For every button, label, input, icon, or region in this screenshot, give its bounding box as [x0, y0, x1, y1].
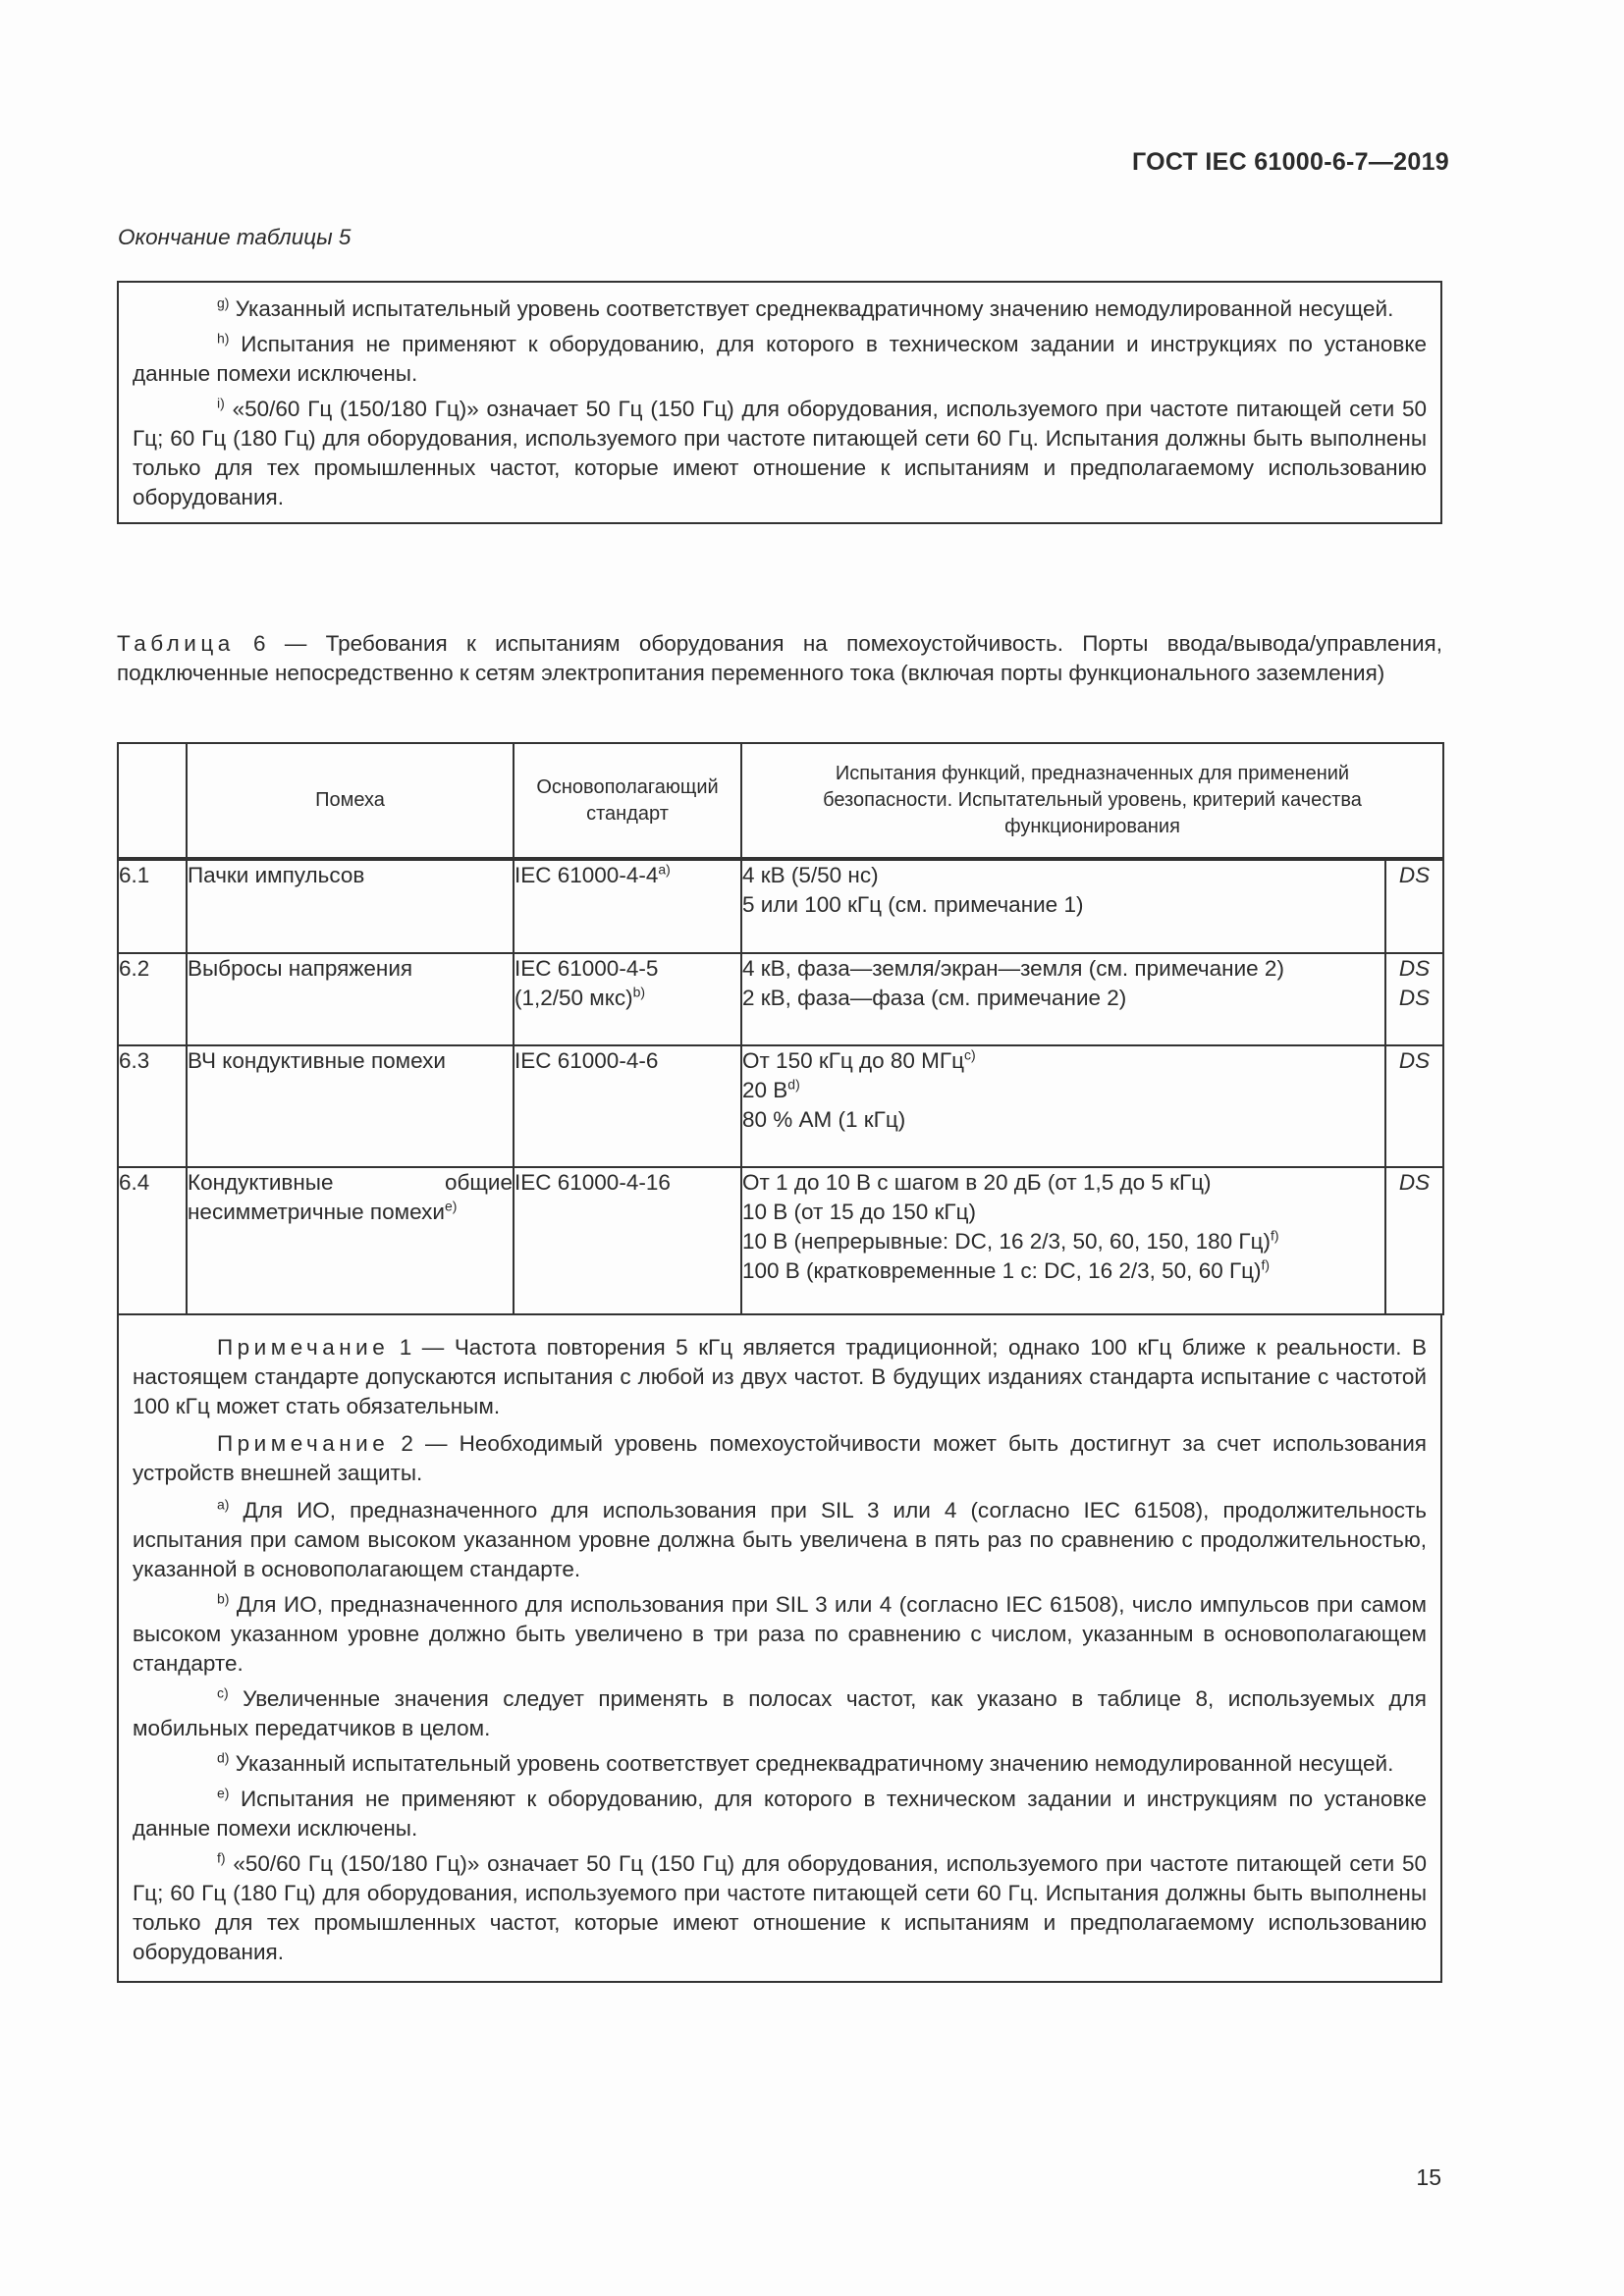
- row-criterion: DS: [1385, 1045, 1443, 1167]
- row-levels: От 150 кГц до 80 МГц$^{c)}$ 20 $В^{d)}$ 80 % АМ (1 кГц): [741, 1045, 1385, 1167]
- row-num: 6.3: [118, 1045, 187, 1167]
- row-criterion: DS DS: [1385, 953, 1443, 1045]
- table-continuation-title: Окончание таблицы 5: [118, 225, 352, 249]
- footnote-a: $^{a)}$ Для ИО, предназначенного для использования при SIL 3 или 4 (согласно IEC 61508), продолжительность испытания при самом высоком указанном уровне должна быть увеличена в пять раз по сравнению с продолжительностью, указанной в основополагающем стандарте.: [133, 1496, 1427, 1581]
- table6: [117, 742, 1444, 1315]
- table6-notes-box: [117, 1313, 1442, 1983]
- note-2: Примечание 2 — Необходимый уровень помехоустойчивости может быть достигнут за счет использования устройств внешней защиты.: [133, 1431, 1427, 1485]
- row-criterion: DS: [1385, 859, 1443, 953]
- table6-caption: [117, 629, 1442, 688]
- row-standard: IEC 61000-4-4$^{a)}$: [514, 859, 741, 953]
- table5-footnotes-box: [117, 281, 1442, 524]
- row-num: 6.1: [118, 859, 187, 953]
- footnote-h: $^{h)}$ Испытания не применяют к оборудованию, для которого в техническом задании и инструкциях по установке данные помехи исключены.: [133, 330, 1427, 386]
- footnote-f: $^{f)}$ «50/60 Гц (150/180 Гц)» означает 50 Гц (150 Гц) для оборудования, используемого при частоте питающей сети 50 Гц; 60 Гц (180 Гц) для оборудования, используемого при частоте питающей сети 60 Гц. Испытания должны быть выполнены только для тех промышленных частот, которые имеют отношение к испытаниям и предполагаемому использованию оборудования.: [133, 1849, 1427, 1964]
- header-standard: Основополагающий стандарт: [514, 743, 741, 859]
- note-1: Примечание 1 — Частота повторения 5 кГц является традиционной; однако 100 кГц ближе к реальности. В настоящем стандарте допускаются испытания с любой из двух частот. В будущих изданиях стандарта испытание с частотой 100 кГц может стать обязательным.: [133, 1335, 1427, 1418]
- row-num: 6.2: [118, 953, 187, 1045]
- table-header-row: [118, 743, 1443, 859]
- row-disturbance: ВЧ кондуктивные помехи: [187, 1045, 514, 1167]
- row-standard: IEC 61000-4-6: [514, 1045, 741, 1167]
- row-num: 6.4: [118, 1167, 187, 1314]
- table-row: [118, 1167, 1443, 1314]
- row-disturbance: Пачки импульсов: [187, 859, 514, 953]
- footnote-g: $^{g)}$ Указанный испытательный уровень соответствует среднеквадратичному значению немодулированной несущей.: [217, 294, 1394, 321]
- row-levels: От 1 до 10 В с шагом в 20 дБ (от 1,5 до 5 кГц) 10 В (от 15 до 150 кГц) 10 В (непрерывные: DC, 16 2/3, 50, 60, 150, 180 Гц)$^{f)}$ 100 В (кратковременные 1 с: DC, 16 2/3, 50, 60 Гц)$^{f)}$: [741, 1167, 1385, 1314]
- table-caption-text: 6 — Требования к испытаниям оборудования на помехоустойчивость. Порты ввода/вывода/управления, подключенные непосредственно к сетям электропитания переменного тока (включая порты функционального заземления): [117, 631, 1442, 685]
- row-levels: 4 кВ, фаза—земля/экран—земля (см. примечание 2) 2 кВ, фаза—фаза (см. примечание 2): [741, 953, 1385, 1045]
- table-row: [118, 859, 1443, 953]
- footnote-b: $^{b)}$ Для ИО, предназначенного для использования при SIL 3 или 4 (согласно IEC 61508), число импульсов при самом высоком указанном уровне должно быть увеличено в три раза по сравнению с числом, указанным в основополагающем стандарте.: [133, 1590, 1427, 1676]
- footnote-d: $^{d)}$ Указанный испытательный уровень соответствует среднеквадратичному значению немодулированной несущей.: [217, 1749, 1394, 1776]
- header-test: Испытания функций, предназначенных для применений безопасности. Испытательный уровень, критерий качества функционирования: [741, 743, 1443, 859]
- table-row: [118, 1045, 1443, 1167]
- document-code: ГОСТ IEC 61000-6-7—2019: [1131, 148, 1449, 176]
- header-disturbance: Помеха: [187, 743, 514, 859]
- header-num: [118, 743, 187, 859]
- table-label: Таблица: [117, 631, 235, 656]
- footnote-e: $^{e)}$ Испытания не применяют к оборудованию, для которого в техническом задании и инструкциям по установке данные помехи исключены.: [133, 1785, 1427, 1841]
- table-row: [118, 953, 1443, 1045]
- row-levels: 4 кВ (5/50 нс) 5 или 100 кГц (см. примечание 1): [741, 859, 1385, 953]
- row-criterion: DS: [1385, 1167, 1443, 1314]
- row-standard: IEC 61000-4-5 (1,2/50 мкс)$^{b)}$: [514, 953, 741, 1045]
- row-standard: IEC 61000-4-16: [514, 1167, 741, 1314]
- footnote-c: $^{c)}$ Увеличенные значения следует применять в полосах частот, как указано в таблице 8, используемых для мобильных передатчиков в целом.: [133, 1684, 1427, 1740]
- page-number: 15: [1416, 2164, 1441, 2190]
- row-disturbance: Кондуктивные общие несимметричные помехи$^{e)}$: [187, 1167, 514, 1314]
- row-disturbance: Выбросы напряжения: [187, 953, 514, 1045]
- footnote-i: $^{i)}$ «50/60 Гц (150/180 Гц)» означает 50 Гц (150 Гц) для оборудования, используемого при частоте питающей сети 50 Гц; 60 Гц (180 Гц) для оборудования, используемого при частоте питающей сети 60 Гц. Испытания должны быть выполнены только для тех промышленных частот, которые имеют отношение к испытаниям и предполагаемому использованию оборудования.: [133, 395, 1427, 509]
